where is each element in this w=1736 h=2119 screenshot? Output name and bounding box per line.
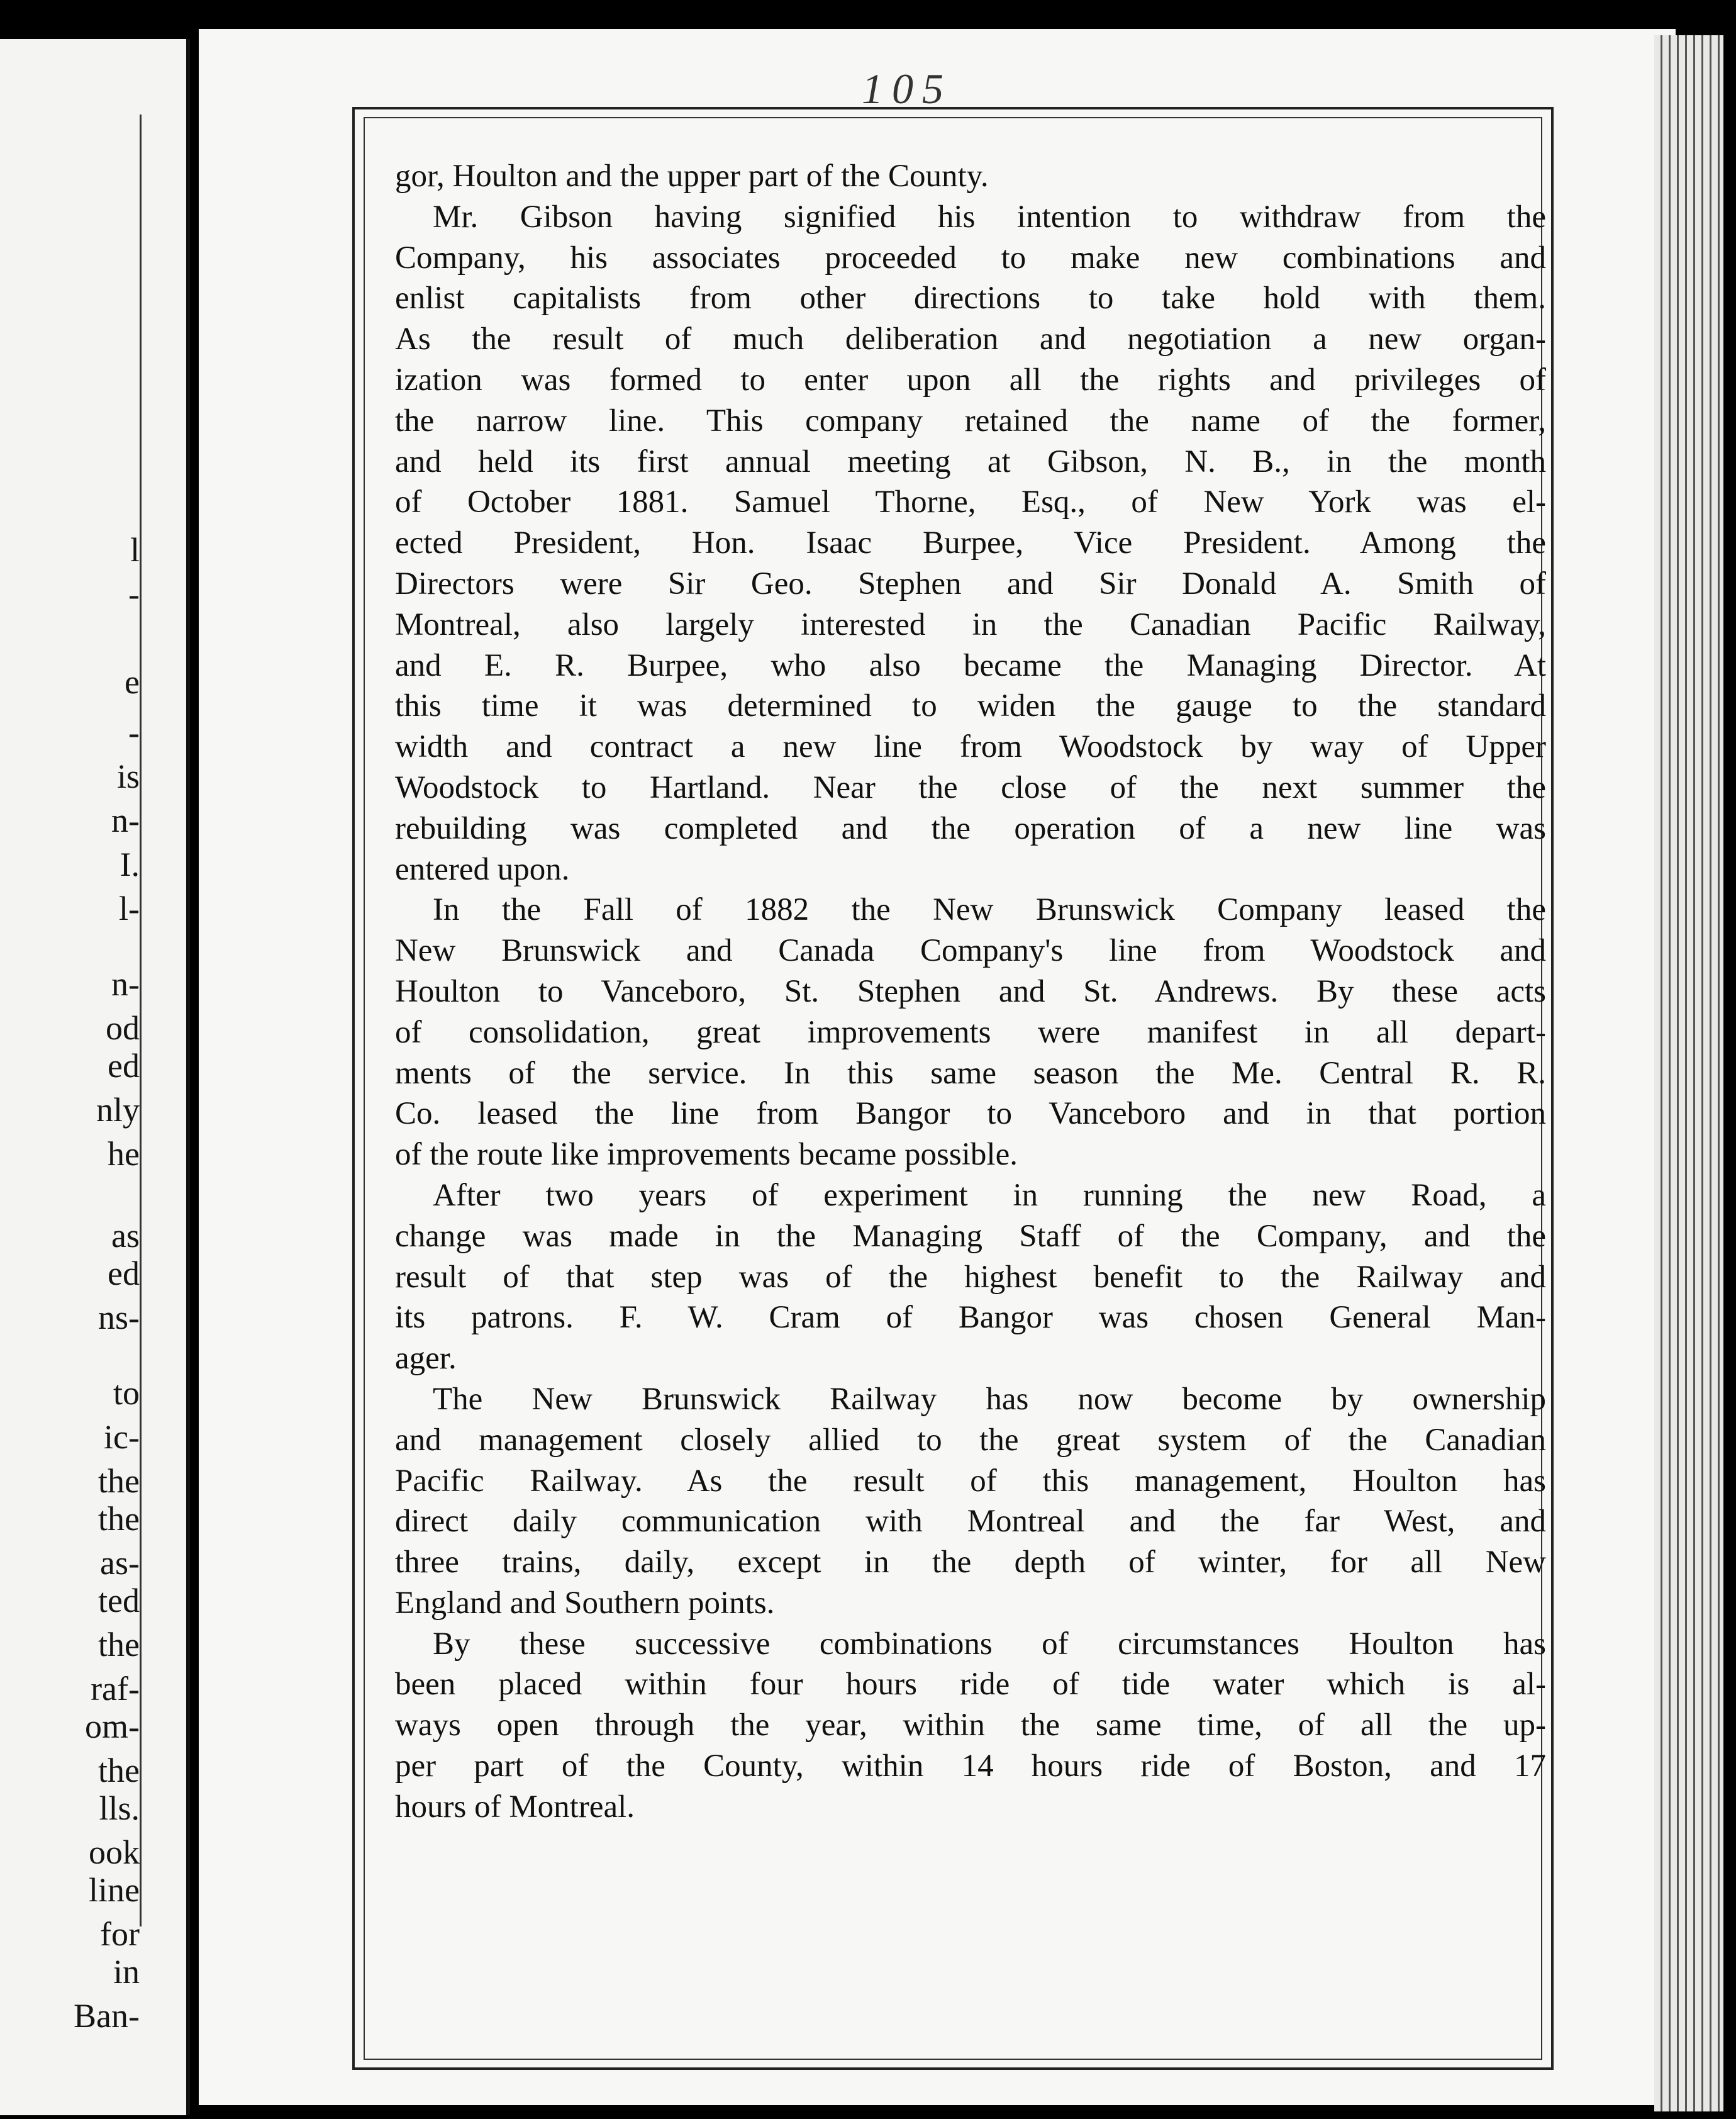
facing-page-fragment: to [113,1374,140,1412]
facing-page-fragment: ted [98,1582,140,1619]
facing-page-fragment: ic- [104,1418,140,1456]
text-line: ways open through the year, within the same time, of all the up- [395,1708,1546,1743]
facing-page-fragment: lls. [99,1789,140,1827]
text-line: ected President, Hon. Isaac Burpee, Vice President. Among the [395,525,1546,561]
facing-page-fragment: - [128,713,140,751]
text-line: entered upon. [395,851,570,887]
facing-page-fragment: the [98,1752,140,1789]
text-line: ager. [395,1341,457,1377]
text-line: Pacific Railway. As the result of this management, Houlton has [395,1463,1546,1499]
facing-page-fragment: the [98,1626,140,1663]
body-text [395,156,1546,1828]
facing-page-fragment: the [98,1462,140,1500]
text-line: In the Fall of 1882 the New Brunswick Company leased the [433,892,1546,928]
facing-page-fragment: l [130,531,140,569]
facing-page-fragment: - [128,575,140,613]
facing-page-fragment: the [98,1500,140,1538]
text-line: its patrons. F. W. Cram of Bangor was chosen General Man- [395,1300,1546,1336]
facing-page-fragment: nly [96,1091,140,1129]
text-line: the narrow line. This company retained the name of the former, [395,403,1546,439]
text-line: By these successive combinations of circumstances Houlton has [433,1626,1546,1662]
page-number: 105 [862,65,952,113]
text-line: direct daily communication with Montreal and the far West, and [395,1504,1546,1540]
text-line: Woodstock to Hartland. Near the close of the next summer the [395,769,1546,805]
facing-page-fragment: ed [108,1047,140,1085]
facing-page-fragment: n- [111,802,140,839]
facing-page-fragment: for [100,1915,140,1953]
facing-page-fragment: he [108,1135,140,1173]
facing-page-text-fragments [0,39,140,2115]
text-line: been placed within four hours ride of tide water which is al- [395,1667,1546,1702]
facing-page-fragment: om- [85,1708,140,1745]
text-line: England and Southern points. [395,1585,775,1621]
facing-page-fragment: ed [108,1255,140,1292]
text-line: and management closely allied to the great system of the Canadian [395,1422,1546,1458]
facing-page-fragment: raf- [91,1670,140,1708]
text-line: of consolidation, great improvements were manifest in all depart- [395,1014,1546,1050]
text-line: Montreal, also largely interested in the Canadian Pacific Railway, [395,607,1546,642]
text-line: this time it was determined to widen the gauge to the standard [395,688,1546,724]
text-line: ization was formed to enter upon all the rights and privileges of [395,362,1546,398]
text-line: Mr. Gibson having signified his intention to withdraw from the [433,199,1546,235]
facing-page-fragment: od [106,1009,140,1047]
text-line: As the result of much deliberation and negotiation a new organ- [395,321,1546,357]
facing-page-fragment: ns- [98,1299,140,1336]
facing-page-fragment: is [116,758,140,795]
text-line: After two years of experiment in running the new Road, a [433,1177,1546,1213]
facing-page-left [0,39,190,2115]
text-line: change was made in the Managing Staff of the Company, and the [395,1218,1546,1254]
facing-page-fragment: ook [89,1833,140,1871]
text-line: ments of the service. In this same season the Me. Central R. R. [395,1055,1546,1091]
text-line: Company, his associates proceeded to make new combinations and [395,240,1546,276]
text-line: hours of Montreal. [395,1789,635,1825]
text-line: enlist capitalists from other directions to take hold with them. [395,281,1546,316]
facing-page-fragment: e [125,663,140,701]
text-line: width and contract a new line from Woodstock by way of Upper [395,729,1546,765]
facing-page-fragment: n- [111,965,140,1003]
text-line: Co. leased the line from Bangor to Vanceboro and in that portion [395,1096,1546,1132]
facing-page-fragment: Ban- [74,1997,140,2035]
text-line: The New Brunswick Railway has now become by ownership [433,1381,1546,1417]
text-line: Houlton to Vanceboro, St. Stephen and St. Andrews. By these acts [395,973,1546,1009]
text-line: and held its first annual meeting at Gibson, N. B., in the month [395,444,1546,479]
text-line: of October 1881. Samuel Thorne, Esq., of New York was el- [395,484,1546,520]
page-stack-edges [1654,35,1723,2111]
facing-page-fragment: as [111,1217,140,1255]
text-line: result of that step was of the highest benefit to the Railway and [395,1259,1546,1295]
facing-page-fragment: as- [100,1544,140,1582]
facing-page-fragment: l- [119,890,140,927]
text-line: of the route like improvements became possible. [395,1137,1018,1173]
text-line: rebuilding was completed and the operation of a new line was [395,810,1546,846]
facing-page-fragment: line [89,1871,140,1909]
text-line: New Brunswick and Canada Company's line from Woodstock and [395,933,1546,969]
text-line: gor, Houlton and the upper part of the County. [395,159,989,194]
text-line: Directors were Sir Geo. Stephen and Sir Donald A. Smith of [395,566,1546,601]
text-line: and E. R. Burpee, who also became the Managing Director. At [395,647,1546,683]
text-line: three trains, daily, except in the depth of winter, for all New [395,1545,1546,1580]
facing-page-fragment: in [113,1953,140,1991]
text-line: per part of the County, within 14 hours ride of Boston, and 17 [395,1748,1546,1784]
facing-page-fragment: I. [120,846,140,883]
